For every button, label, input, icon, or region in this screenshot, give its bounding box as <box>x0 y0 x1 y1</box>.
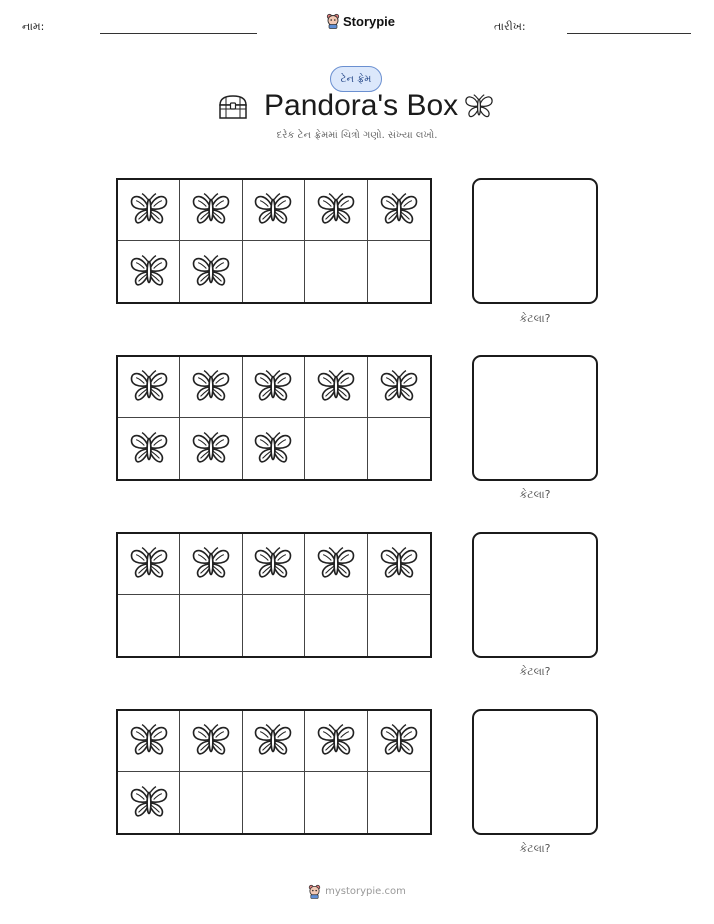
ten-frame-cell-filled <box>368 357 430 418</box>
treasure-chest-icon <box>217 93 249 121</box>
footer <box>0 884 714 899</box>
ten-frame-cell-filled <box>180 534 242 595</box>
ten-frame-1 <box>116 178 432 304</box>
butterfly-icon <box>315 545 357 583</box>
ten-frame-cell-empty <box>118 595 180 656</box>
butterfly-icon <box>252 191 294 229</box>
butterfly-icon <box>128 545 170 583</box>
butterfly-icon <box>252 430 294 468</box>
storypie-mascot-icon <box>308 884 321 899</box>
ten-frame-cell-empty <box>368 418 430 479</box>
ten-frame-cell-filled <box>118 357 180 418</box>
how-many-label-2: કેટલા? <box>519 488 551 501</box>
topic-badge: ટેન ફ્રેમ <box>330 66 382 92</box>
ten-frame-cell-empty <box>305 595 367 656</box>
butterfly-icon <box>128 722 170 760</box>
how-many-label-1: કેટલા? <box>519 312 551 325</box>
how-many-label-3: કેટલા? <box>519 665 551 678</box>
ten-frame-cell-filled <box>118 711 180 772</box>
ten-frame-cell-empty <box>305 241 367 302</box>
ten-frame-cell-filled <box>243 357 305 418</box>
how-many-label-4: કેટલા? <box>519 842 551 855</box>
ten-frame-cell-filled <box>118 180 180 241</box>
butterfly-icon <box>128 253 170 291</box>
ten-frame-cell-empty <box>368 595 430 656</box>
butterfly-icon <box>315 191 357 229</box>
brand-name: Storypie <box>343 13 396 29</box>
ten-frame-cell-filled <box>118 241 180 302</box>
date-line[interactable] <box>567 33 691 34</box>
ten-frame-2 <box>116 355 432 481</box>
ten-frame-cell-filled <box>180 241 242 302</box>
ten-frame-cell-empty <box>368 241 430 302</box>
butterfly-icon <box>252 545 294 583</box>
ten-frame-cell-empty <box>368 772 430 833</box>
name-line[interactable] <box>100 33 257 34</box>
ten-frame-cell-empty <box>180 772 242 833</box>
butterfly-icon <box>128 784 170 822</box>
ten-frame-cell-filled <box>243 418 305 479</box>
page-title: Pandora's Box <box>264 89 459 122</box>
ten-frame-cell-filled <box>118 772 180 833</box>
ten-frame-4 <box>116 709 432 835</box>
butterfly-icon <box>128 191 170 229</box>
butterfly-icon <box>315 722 357 760</box>
butterfly-icon <box>190 430 232 468</box>
butterfly-icon <box>128 430 170 468</box>
date-label: તારીખ: <box>494 20 526 33</box>
ten-frame-cell-empty <box>305 418 367 479</box>
ten-frame-cell-empty <box>243 772 305 833</box>
ten-frame-3 <box>116 532 432 658</box>
butterfly-icon <box>190 722 232 760</box>
butterfly-icon <box>252 368 294 406</box>
ten-frame-cell-filled <box>243 711 305 772</box>
butterfly-icon <box>190 253 232 291</box>
answer-box-3[interactable] <box>472 532 598 658</box>
butterfly-icon <box>190 368 232 406</box>
ten-frame-cell-empty <box>180 595 242 656</box>
butterfly-icon <box>190 545 232 583</box>
answer-box-1[interactable] <box>472 178 598 304</box>
ten-frame-cell-filled <box>368 534 430 595</box>
ten-frame-cell-filled <box>180 418 242 479</box>
butterfly-icon <box>378 722 420 760</box>
ten-frame-cell-empty <box>305 772 367 833</box>
instructions: દરેક ટેન ફ્રેમમાં ચિત્રો ગણો. સંખ્યા લખો. <box>276 130 438 141</box>
answer-box-4[interactable] <box>472 709 598 835</box>
ten-frame-cell-filled <box>243 534 305 595</box>
butterfly-icon <box>378 545 420 583</box>
butterfly-icon <box>378 191 420 229</box>
brand-logo <box>326 13 395 29</box>
ten-frame-cell-filled <box>305 534 367 595</box>
ten-frame-cell-filled <box>243 180 305 241</box>
butterfly-icon <box>128 368 170 406</box>
ten-frame-cell-filled <box>305 357 367 418</box>
ten-frame-cell-filled <box>180 357 242 418</box>
ten-frame-cell-filled <box>118 418 180 479</box>
butterfly-icon <box>252 722 294 760</box>
answer-box-2[interactable] <box>472 355 598 481</box>
ten-frame-cell-empty <box>243 241 305 302</box>
name-label: નામ: <box>22 20 45 33</box>
butterfly-icon <box>463 93 495 121</box>
ten-frame-cell-filled <box>305 180 367 241</box>
ten-frame-cell-filled <box>180 180 242 241</box>
ten-frame-cell-filled <box>368 180 430 241</box>
storypie-mascot-icon <box>326 13 340 29</box>
ten-frame-cell-filled <box>305 711 367 772</box>
ten-frame-cell-filled <box>118 534 180 595</box>
ten-frame-cell-filled <box>368 711 430 772</box>
butterfly-icon <box>315 368 357 406</box>
butterfly-icon <box>378 368 420 406</box>
footer-url: mystorypie.com <box>325 886 406 897</box>
ten-frame-cell-filled <box>180 711 242 772</box>
ten-frame-cell-empty <box>243 595 305 656</box>
butterfly-icon <box>190 191 232 229</box>
